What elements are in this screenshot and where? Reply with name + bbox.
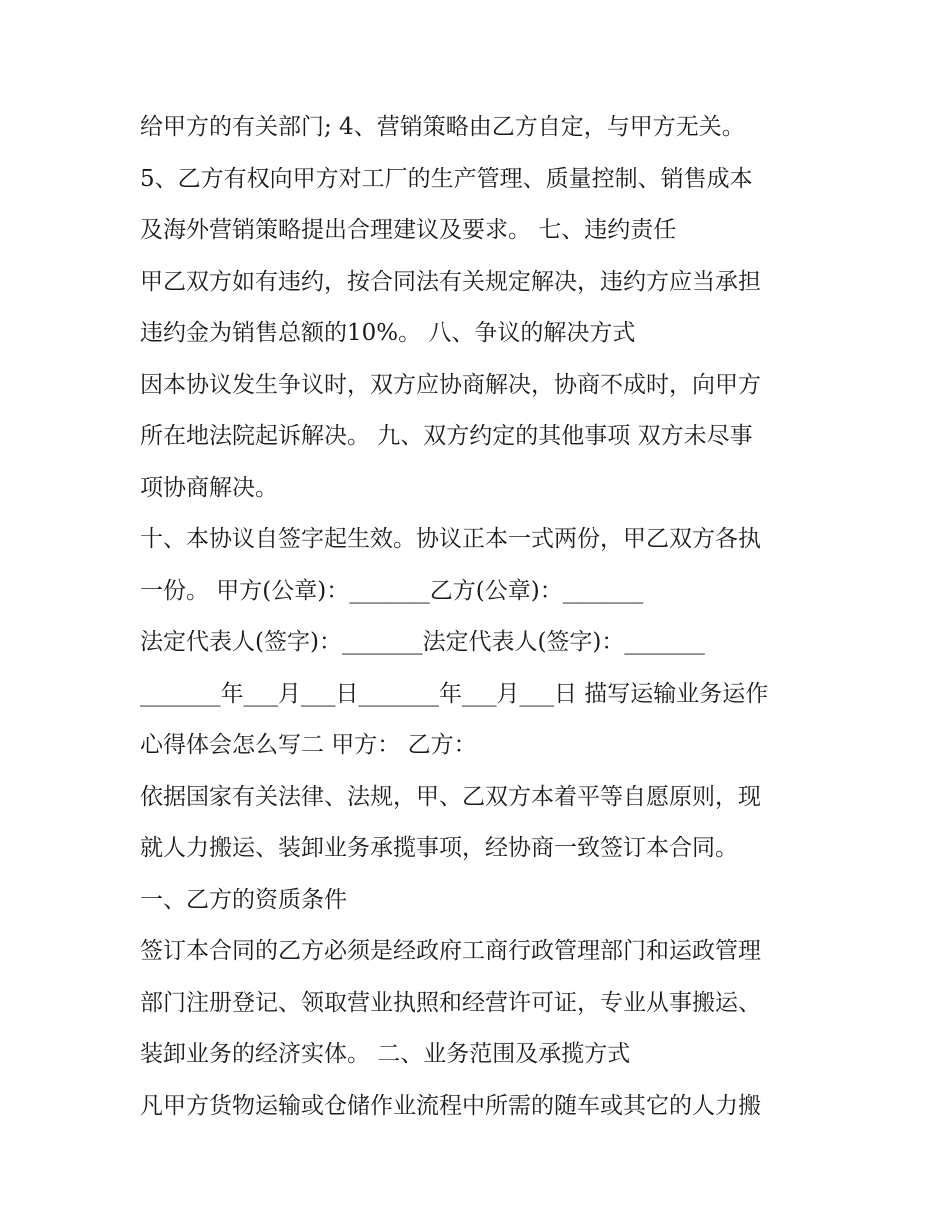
text-line: 所在地法院起诉解决。 九、双方约定的其他事项 双方未尽事 xyxy=(140,423,753,449)
text-line: 违约金为销售总额的10%。 八、争议的解决方式 xyxy=(140,320,636,346)
text-line: 装卸业务的经济实体。 二、业务范围及承揽方式 xyxy=(140,1041,631,1067)
text-line: 凡甲方货物运输或仓储作业流程中所需的随车或其它的人力搬 xyxy=(140,1092,761,1119)
text-line: 签订本合同的乙方必须是经政府工商行政管理部门和运政管理 xyxy=(140,938,761,964)
text-line: 给甲方的有关部门; 4、营销策略由乙方自定，与甲方无关。 xyxy=(140,114,745,140)
text-line: 依据国家有关法律、法规，甲、乙双方本着平等自愿原则，现 xyxy=(140,783,761,810)
signature-line: 一份。 甲方(公章)：_______乙方(公章)：_______ xyxy=(140,577,644,604)
section-heading: 一、乙方的资质条件 xyxy=(140,886,347,913)
signature-line: 法定代表人(签字)：_______法定代表人(签字)：_______ xyxy=(140,629,705,655)
text-line: 部门注册登记、领取营业执照和经营许可证，专业从事搬运、 xyxy=(140,989,761,1016)
document-body xyxy=(140,102,820,1132)
text-line: 十、本协议自签字起生效。协议正本一式两份，甲乙双方各执 xyxy=(140,526,761,552)
text-line: 5、乙方有权向甲方对工厂的生产管理、质量控制、销售成本 xyxy=(140,165,753,192)
text-line: 及海外营销策略提出合理建议及要求。 七、违约责任 xyxy=(140,217,677,243)
text-line: 因本协议发生争议时，双方应协商解决，协商不成时，向甲方 xyxy=(140,371,761,398)
text-line: 甲乙双方如有违约，按合同法有关规定解决，违约方应当承担 xyxy=(140,268,761,295)
date-line: _______年___月___日_______年___月___日 描写运输业务运作 xyxy=(140,680,769,707)
text-line: 就人力搬运、装卸业务承揽事项，经协商一致签订本合同。 xyxy=(140,835,738,861)
text-line: 心得体会怎么写二 甲方： 乙方： xyxy=(140,732,477,758)
text-line: 项协商解决。 xyxy=(140,474,278,501)
